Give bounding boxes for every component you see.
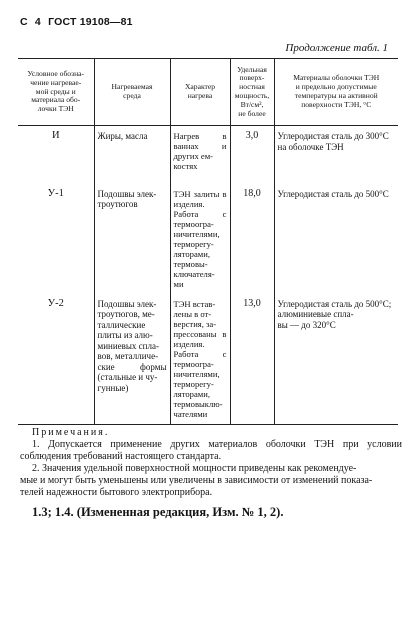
table-continuation-label: Продолжение табл. 1 xyxy=(285,42,388,54)
cell-power: 13,0 xyxy=(230,294,274,425)
cell-medium: Жиры, масла xyxy=(94,126,170,184)
column-header-materials: Материалы оболочки ТЭН и предельно допустимые температуры на активной поверхности ТЭН, °С xyxy=(274,59,398,126)
table-header-row xyxy=(18,59,398,126)
column-header-power: Удельная поверх- ностная мощность, Вт/см², не более xyxy=(230,59,274,126)
cell-materials: Углеродистая сталь до 300°С на оболочке ТЭН xyxy=(274,126,398,184)
specification-table xyxy=(18,58,398,425)
cell-materials: Углеродистая сталь до 500°С; алюминиевые спла- вы — до 320°С xyxy=(274,294,398,425)
cell-power: 18,0 xyxy=(230,184,274,294)
cell-character: Нагрев в ваннах и других ем- костях xyxy=(170,126,230,184)
column-header-medium: Нагреваемая среда xyxy=(94,59,170,126)
cell-code: У-2 xyxy=(18,294,94,425)
cell-power: 3,0 xyxy=(230,126,274,184)
table-row xyxy=(18,126,398,184)
page-prefix: С xyxy=(20,16,28,28)
notes-section xyxy=(20,427,402,499)
note-item: 2. Значения удельной поверхностной мощности приведены как рекомендуе- мые и могут быть уменьшены или увеличены в зависимости от изменений показа- телей надежности бытового электроприбора. xyxy=(20,463,373,498)
table-row xyxy=(18,294,398,425)
page-number: 4 xyxy=(34,16,41,28)
cell-materials: Углеродистая сталь до 500°С xyxy=(274,184,398,294)
page-header xyxy=(20,16,133,28)
cell-code: У-1 xyxy=(18,184,94,294)
cell-character: ТЭН встав- лены в от- верстия, за- прессованы в изделия. Работа с термоогра- ничителями, терморегу- ляторами, термовыклю- чателями xyxy=(170,294,230,425)
standard-code: ГОСТ 19108—81 xyxy=(48,16,133,28)
cell-character: ТЭН залиты в изделия. Работа с термоогра- ничителями, терморегу- ляторами, термовы- ключателя- ми xyxy=(170,184,230,294)
amendment-note: 1.3; 1.4. (Измененная редакция, Изм. № 1, 2). xyxy=(32,505,284,519)
table-row xyxy=(18,184,398,294)
notes-title: Примечания. xyxy=(32,427,110,438)
column-header-code: Условное обозна- чение нагревае- мой среды и материала обо- лочки ТЭН xyxy=(18,59,94,126)
note-item: 1. Допускается применение других материалов оболочки ТЭН при условии соблюдения требований настоящего стандарта. xyxy=(20,439,402,462)
cell-medium: Подошвы элек- троутюгов xyxy=(94,184,170,294)
cell-medium: Подошвы элек- троутюгов, ме- таллические плиты из алю- миниевых спла- вов, металличе- ские формы (стальные и чу- гунные) xyxy=(94,294,170,425)
cell-code: И xyxy=(18,126,94,184)
column-header-character: Характер нагрева xyxy=(170,59,230,126)
